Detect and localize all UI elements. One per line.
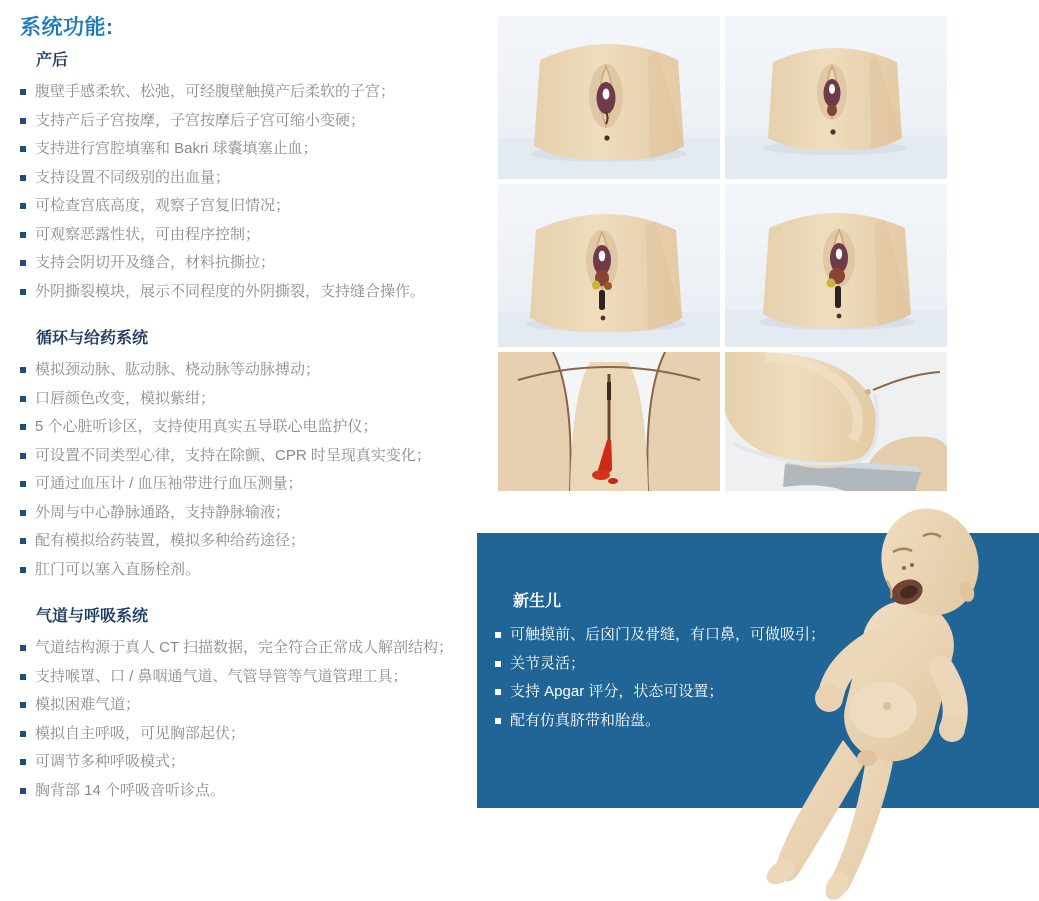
bullet-square-icon	[20, 232, 26, 238]
bullet-square-icon	[20, 481, 26, 487]
feature-item	[20, 278, 482, 307]
feature-text: 外阴撕裂模块，展示不同程度的外阴撕裂，支持缝合操作。	[35, 282, 426, 300]
feature-item	[20, 663, 482, 692]
bullet-square-icon	[20, 567, 26, 573]
bullet-square-icon	[495, 689, 501, 695]
newborn-manikin-photo	[715, 500, 1005, 900]
feature-item	[20, 192, 482, 221]
feature-text: 支持会阴切开及缝合，材料抗撕拉；	[35, 254, 276, 271]
bullet-square-icon	[20, 788, 26, 794]
section-title-airway: 气道与呼吸系统	[36, 608, 149, 625]
feature-item	[20, 78, 482, 107]
feature-item	[20, 413, 482, 442]
perineum-model-photo-2	[725, 16, 947, 179]
bullet-square-icon	[20, 289, 26, 295]
perineum-photo-grid	[498, 16, 947, 347]
feature-item	[20, 164, 482, 193]
feature-item	[20, 748, 482, 777]
feature-item	[20, 385, 482, 414]
feature-text: 配有仿真脐带和胎盘。	[510, 711, 661, 729]
feature-text: 模拟困难气道；	[35, 696, 141, 713]
section-title-circulation: 循环与给药系统	[36, 330, 149, 347]
torso-iv-tube-photo	[725, 352, 947, 491]
feature-item	[20, 135, 482, 164]
section-title-postpartum: 产后	[36, 52, 69, 69]
bullet-square-icon	[20, 175, 26, 181]
feature-text: 模拟颈动脉、肱动脉、桡动脉等动脉搏动；	[35, 361, 321, 378]
perineum-model-photo-1	[498, 16, 720, 179]
feature-text: 可观察恶露性状，可由程序控制；	[35, 225, 261, 243]
bullet-square-icon	[20, 645, 26, 651]
feature-item	[20, 527, 482, 556]
bullet-square-icon	[20, 118, 26, 124]
feature-item	[20, 556, 482, 585]
section-airway	[20, 606, 482, 805]
feature-text: 支持 Apgar 评分，状态可设置；	[510, 683, 724, 700]
bullet-square-icon	[495, 661, 501, 667]
newborn-title: 新生儿	[513, 593, 562, 610]
feature-text: 可设置不同类型心律，支持在除颤、CPR 时呈现真实变化；	[35, 446, 431, 464]
feature-item	[20, 107, 482, 136]
bullet-square-icon	[20, 674, 26, 680]
perineum-model-lochia-photo-2	[725, 184, 947, 347]
bullet-square-icon	[20, 89, 26, 95]
feature-text: 支持喉罩、口 / 鼻咽通气道、气管导管等气道管理工具；	[35, 667, 408, 685]
feature-item	[20, 720, 482, 749]
feature-text: 可通过血压计 / 血压袖带进行血压测量；	[35, 475, 303, 492]
feature-text: 可触摸前、后囟门及骨缝，有口鼻，可做吸引；	[510, 626, 826, 643]
perineum-model-lochia-photo-1	[498, 184, 720, 347]
bullet-square-icon	[20, 731, 26, 737]
feature-text: 腹壁手感柔软、松弛，可经腹壁触摸产后柔软的子宫；	[35, 83, 396, 100]
bullet-square-icon	[20, 367, 26, 373]
feature-text: 可调节多种呼吸模式；	[35, 753, 186, 770]
perineum-bleeding-photo	[498, 352, 720, 491]
feature-item	[20, 777, 482, 806]
feature-text: 5 个心脏听诊区，支持使用真实五导联心电监护仪；	[35, 418, 378, 435]
feature-item	[20, 249, 482, 278]
bullet-square-icon	[495, 718, 501, 724]
bullet-square-icon	[20, 146, 26, 152]
bullet-square-icon	[20, 538, 26, 544]
bullet-square-icon	[20, 510, 26, 516]
feature-list-airway	[20, 634, 482, 805]
page-title: 系统功能:	[20, 16, 114, 39]
feature-text: 胸背部 14 个呼吸音听诊点。	[35, 781, 226, 799]
feature-text: 模拟自主呼吸，可见胸部起伏；	[35, 724, 246, 742]
bullet-square-icon	[20, 424, 26, 430]
feature-text: 支持产后子宫按摩，子宫按摩后子宫可缩小变硬；	[35, 111, 366, 129]
feature-item	[20, 356, 482, 385]
feature-text: 配有模拟给药装置，模拟多种给药途径；	[35, 532, 306, 549]
feature-text: 可检查宫底高度，观察子宫复旧情况；	[35, 197, 291, 214]
feature-text: 口唇颜色改变，模拟紫绀；	[35, 389, 216, 407]
feature-text: 气道结构源于真人 CT 扫描数据，完全符合正常成人解剖结构；	[35, 639, 454, 656]
feature-item	[20, 634, 482, 663]
feature-item	[20, 499, 482, 528]
bullet-square-icon	[20, 260, 26, 266]
feature-item	[20, 442, 482, 471]
bullet-square-icon	[20, 396, 26, 402]
feature-item	[20, 691, 482, 720]
feature-text-column	[20, 12, 482, 805]
bullet-square-icon	[495, 632, 501, 638]
feature-item	[20, 221, 482, 250]
section-circulation	[20, 328, 482, 584]
feature-text: 支持设置不同级别的出血量；	[35, 168, 231, 186]
feature-text: 关节灵活；	[510, 654, 586, 672]
feature-list-postpartum	[20, 78, 482, 306]
bullet-square-icon	[20, 203, 26, 209]
feature-list-circulation	[20, 356, 482, 584]
bullet-square-icon	[20, 702, 26, 708]
feature-text: 支持进行宫腔填塞和 Bakri 球囊填塞止血；	[35, 140, 318, 157]
section-postpartum	[20, 50, 482, 306]
bullet-square-icon	[20, 453, 26, 459]
detail-photo-row	[498, 352, 947, 491]
feature-text: 肛门可以塞入直肠栓剂。	[35, 560, 201, 578]
feature-text: 外周与中心静脉通路，支持静脉输液；	[35, 503, 291, 521]
feature-item	[20, 470, 482, 499]
bullet-square-icon	[20, 759, 26, 765]
